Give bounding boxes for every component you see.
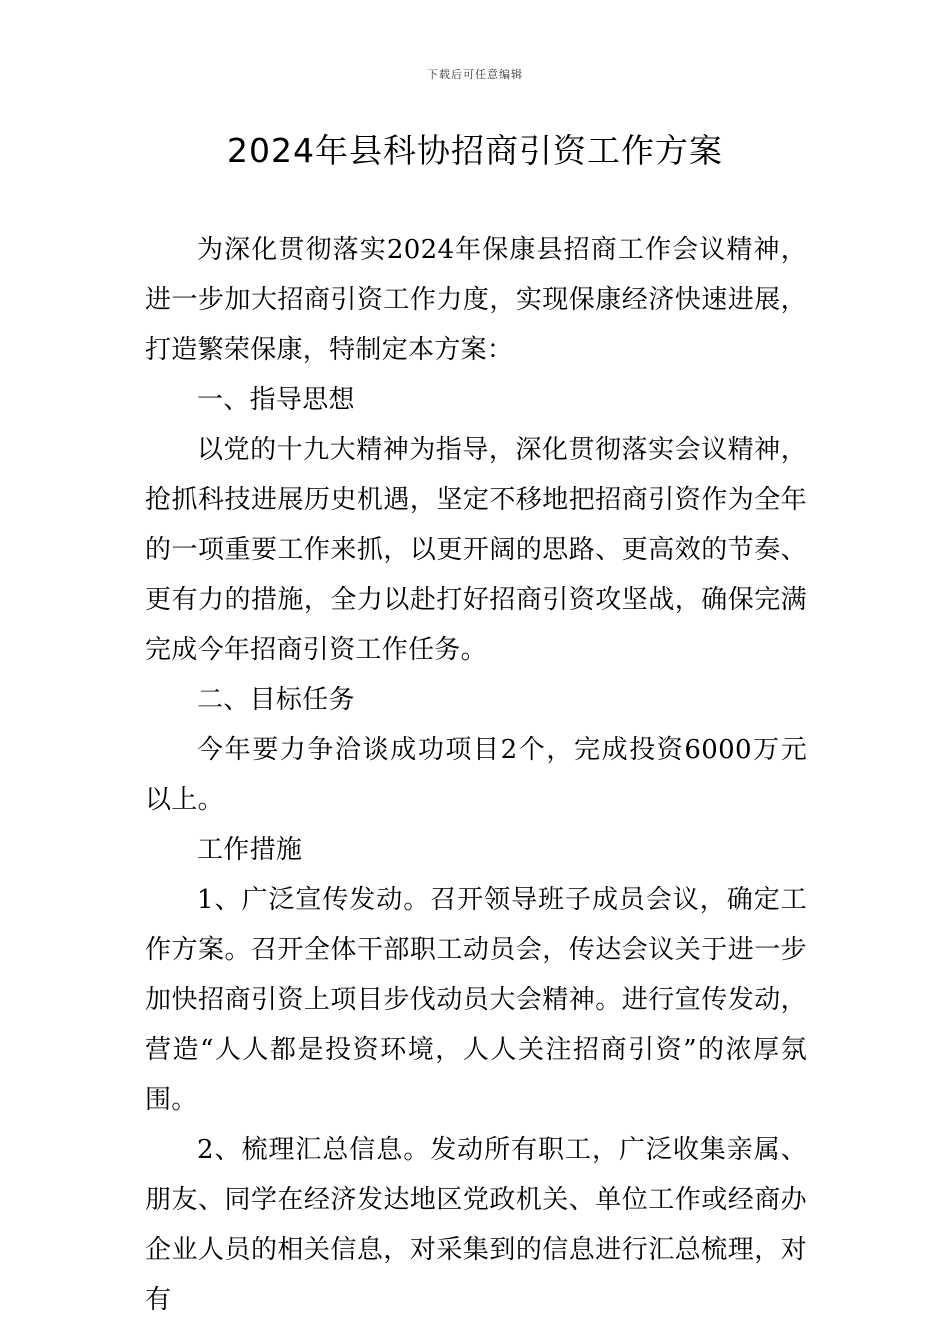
document-body [145,225,807,1325]
paragraph-measure-2: 2、梳理汇总信息。发动所有职工，广泛收集亲属、朋友、同学在经济发达地区党政机关、单位工作或经商办企业人员的相关信息，对采集到的信息进行汇总梳理，对有 [145,1135,807,1315]
heading-work-measures: 工作措施 [197,835,303,865]
paragraph-measure-1: 1、广泛宣传发动。召开领导班子成员会议，确定工作方案。召开全体干部职工动员会，传达会议关于进一步加快招商引资上项目步伐动员大会精神。进行宣传发动，营造“人人都是投资环境，人人关注招商引资”的浓厚氛围。 [145,885,807,1115]
heading-guiding-ideology: 一、指导思想 [197,385,355,415]
heading-goals: 二、目标任务 [197,685,355,715]
paragraph-goals: 今年要力争洽谈成功项目2个，完成投资6000万元以上。 [145,735,807,815]
document-title: 2024年县科协招商引资工作方案 [227,131,723,170]
paragraph-guiding-ideology: 以党的十九大精神为指导，深化贯彻落实会议精神，抢抓科技进展历史机遇，坚定不移地把招商引资作为全年的一项重要工作来抓，以更开阔的思路、更高效的节奏、更有力的措施，全力以赴打好招商引资攻坚战，确保完满完成今年招商引资工作任务。 [145,435,807,665]
page-header-note: 下载后可任意编辑 [427,68,523,81]
paragraph-intro: 为深化贯彻落实2024年保康县招商工作会议精神，进一步加大招商引资工作力度，实现保康经济快速进展，打造繁荣保康，特制定本方案： [145,235,807,365]
